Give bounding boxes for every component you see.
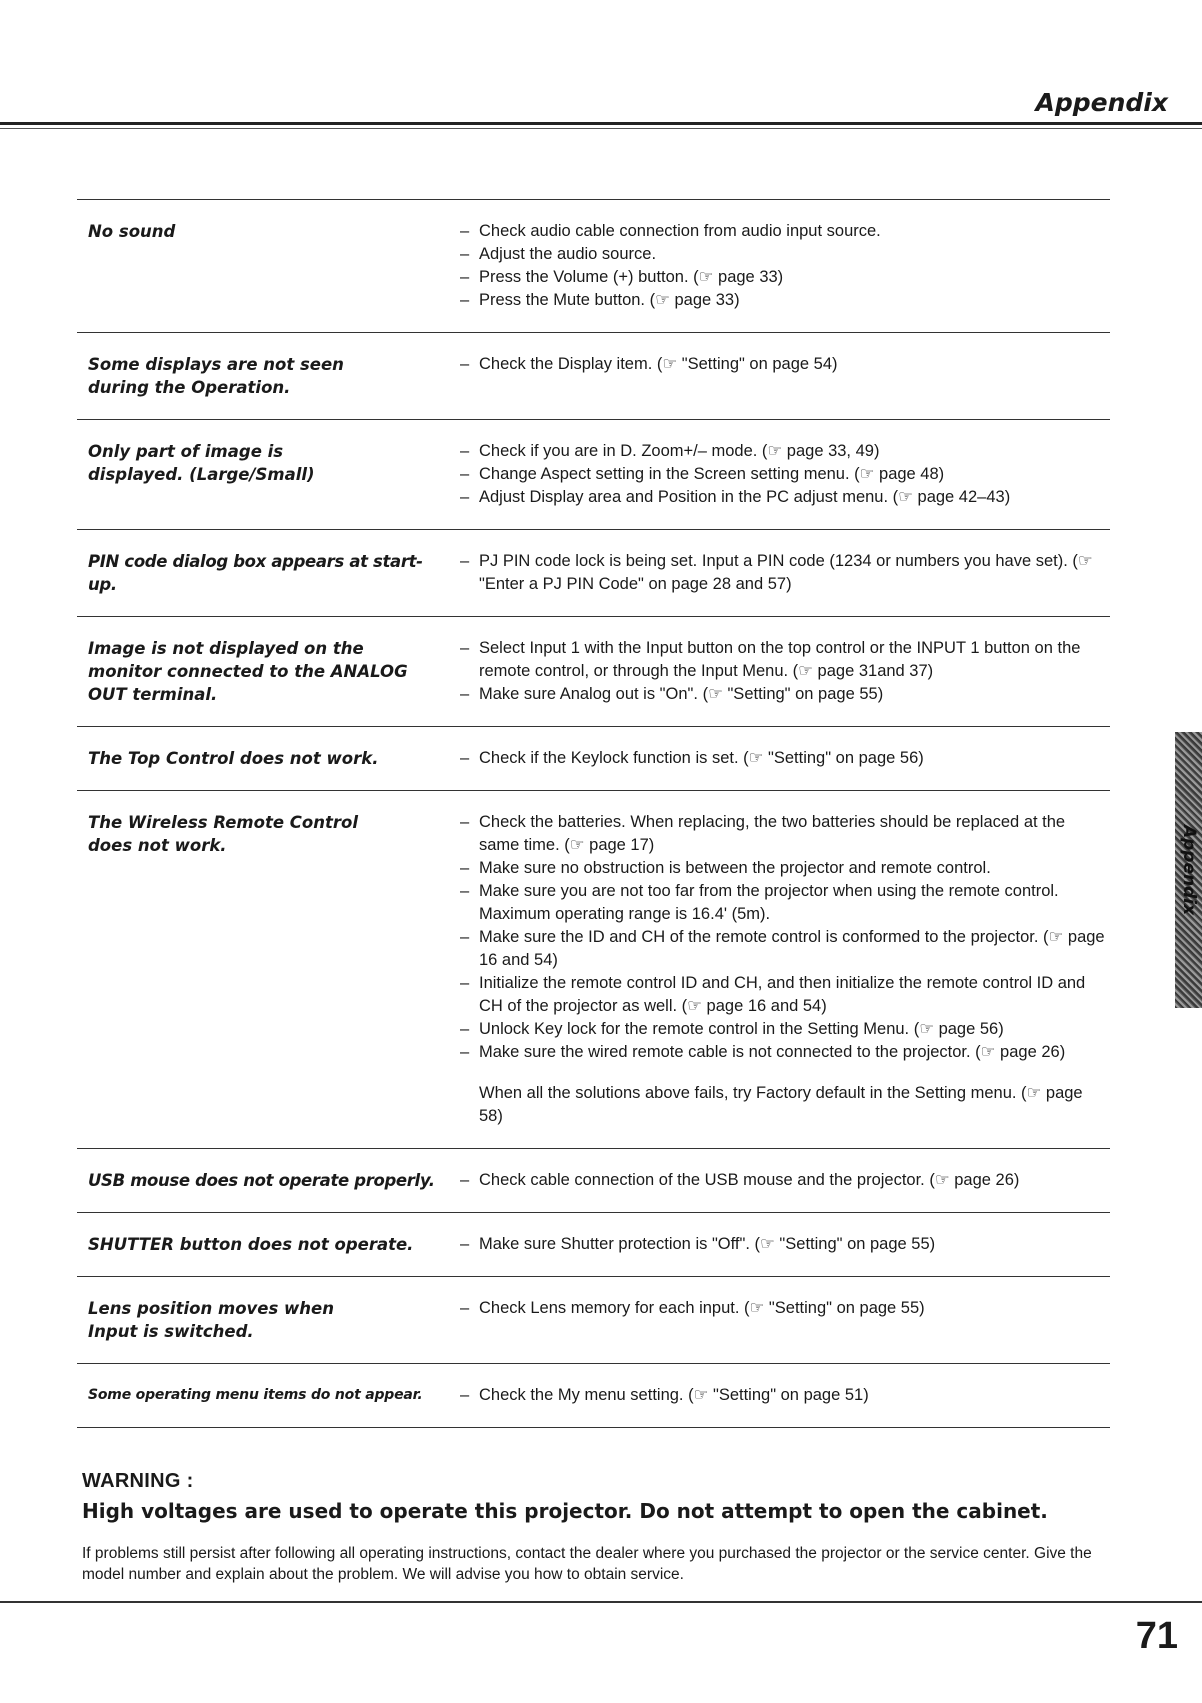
solution-item: – Check the batteries. When replacing, the two batteries should be replaced at the same time. (☞ page 17): [460, 811, 1110, 857]
solution-list: [448, 1169, 1110, 1192]
table-row: [77, 790, 1110, 1148]
table-row: [77, 616, 1110, 726]
service-note: If problems still persist after following all operating instructions, contact the dealer where you purchased the projector or the service center. Give the model number and explain about the problem. We will advise you how to obtain service.: [82, 1545, 1092, 1583]
solution-list: [448, 637, 1110, 706]
solution-item: – Make sure Shutter protection is "Off". (☞ "Setting" on page 55): [460, 1233, 1110, 1256]
solution-list: [448, 353, 1110, 399]
solution-item: – Check if you are in D. Zoom+/– mode. (☞ page 33, 49): [460, 440, 1110, 463]
problem-label: The Top Control does not work.: [88, 749, 379, 768]
solution-list: [448, 1297, 1110, 1343]
section-title: Appendix: [1035, 88, 1168, 117]
table-row: [77, 1363, 1110, 1428]
problem-label: USB mouse does not operate properly.: [88, 1171, 435, 1190]
solution-item: – Check audio cable connection from audio input source.: [460, 220, 1110, 243]
table-row: [77, 1212, 1110, 1276]
appendix-side-tab: [1175, 732, 1202, 1008]
table-row: [77, 529, 1110, 616]
solution-item: – Make sure no obstruction is between the projector and remote control.: [460, 857, 1110, 880]
solution-item: – Press the Mute button. (☞ page 33): [460, 289, 1110, 312]
problem-label: Lens position moves when Input is switched.: [88, 1299, 334, 1341]
solution-item: – Adjust Display area and Position in the PC adjust menu. (☞ page 42–43): [460, 486, 1110, 509]
solution-item: – Check cable connection of the USB mouse and the projector. (☞ page 26): [460, 1169, 1110, 1192]
side-tab-label: Appendix: [1178, 824, 1199, 916]
solution-list: [448, 811, 1110, 1128]
troubleshooting-table: [77, 199, 1110, 1428]
solution-item: – Check the Display item. (☞ "Setting" on page 54): [460, 353, 1110, 376]
solution-item: – Make sure you are not too far from the projector when using the remote control. Maximum operating range is 16.4' (5m).: [460, 880, 1110, 926]
solution-item: – Change Aspect setting in the Screen setting menu. (☞ page 48): [460, 463, 1110, 486]
solution-list: [448, 1384, 1110, 1407]
solution-item: – Make sure the ID and CH of the remote control is conformed to the projector. (☞ page 16 and 54): [460, 926, 1110, 972]
warning-heading: WARNING :: [82, 1470, 194, 1492]
solution-list: [448, 440, 1110, 509]
problem-label: Only part of image is displayed. (Large/Small): [88, 442, 315, 484]
table-row: [77, 1148, 1110, 1212]
solution-item: – Select Input 1 with the Input button on the top control or the INPUT 1 button on the remote control, or through the Input Menu. (☞ page 31and 37): [460, 637, 1110, 683]
solution-item: – Check Lens memory for each input. (☞ "Setting" on page 55): [460, 1297, 1110, 1320]
problem-label: Some displays are not seen during the Operation.: [88, 355, 344, 397]
table-row: [77, 726, 1110, 790]
table-row: [77, 199, 1110, 332]
header-rule-thin: [0, 128, 1202, 129]
solution-list: [448, 1233, 1110, 1256]
solution-item: – Make sure Analog out is "On". (☞ "Setting" on page 55): [460, 683, 1110, 706]
problem-label: Image is not displayed on the monitor connected to the ANALOG OUT terminal.: [88, 639, 408, 704]
solution-list: [448, 220, 1110, 312]
page-number: 71: [1135, 1615, 1178, 1657]
solution-item: – Check if the Keylock function is set. (☞ "Setting" on page 56): [460, 747, 1110, 770]
solution-item: – Adjust the audio source.: [460, 243, 1110, 266]
solution-item: – Unlock Key lock for the remote control in the Setting Menu. (☞ page 56): [460, 1018, 1110, 1041]
table-row: [77, 332, 1110, 419]
solution-item: – Check the My menu setting. (☞ "Setting" on page 51): [460, 1384, 1110, 1407]
solution-note: When all the solutions above fails, try Factory default in the Setting menu. (☞ page 58): [479, 1084, 1083, 1125]
solution-list: [448, 550, 1110, 596]
warning-text: High voltages are used to operate this projector. Do not attempt to open the cabinet.: [82, 1499, 1048, 1523]
solution-item: – Press the Volume (+) button. (☞ page 33): [460, 266, 1110, 289]
table-row: [77, 419, 1110, 529]
solution-item: – Initialize the remote control ID and CH, and then initialize the remote control ID and CH of the projector as well. (☞ page 16 and 54): [460, 972, 1110, 1018]
problem-label: Some operating menu items do not appear.: [88, 1387, 423, 1403]
solution-item: – PJ PIN code lock is being set. Input a PIN code (1234 or numbers you have set). (☞ "Enter a PJ PIN Code" on page 28 and 57): [460, 550, 1110, 596]
problem-label: The Wireless Remote Control does not work.: [88, 813, 358, 855]
table-row: [77, 1276, 1110, 1363]
problem-label: No sound: [88, 222, 176, 241]
footer-rule: [0, 1601, 1202, 1603]
header-rule: [0, 122, 1202, 125]
solution-item: – Make sure the wired remote cable is not connected to the projector. (☞ page 26): [460, 1041, 1110, 1064]
problem-label: PIN code dialog box appears at start-up.: [88, 552, 423, 594]
solution-list: [448, 747, 1110, 770]
problem-label: SHUTTER button does not operate.: [88, 1235, 414, 1254]
